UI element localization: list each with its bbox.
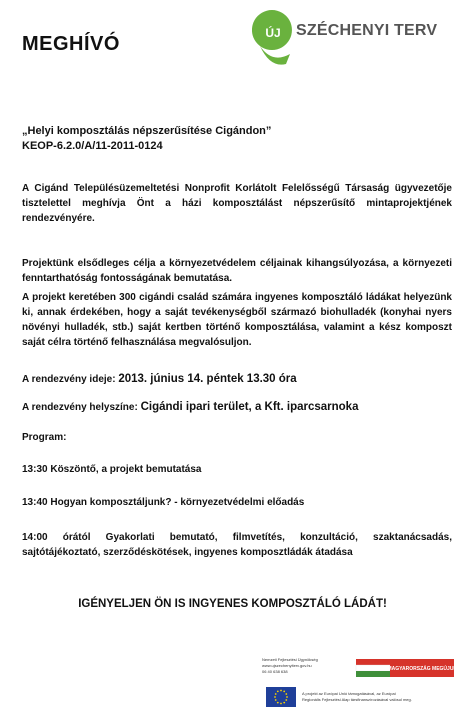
place-label: A rendezvény helyszíne: [22,402,141,413]
program-item: 13:30 Köszöntő, a projekt bemutatása [22,464,202,475]
place-value: Cigándi ipari terület, a Kft. iparcsarnoka [140,401,359,413]
event-title: „Helyi komposztálás népszerűsítése Cigándon” [22,125,272,137]
footer-logos [260,655,456,711]
agency-line: 06 40 638 638 [262,669,288,674]
goal-paragraph: Projektünk elsődleges célja a környezetvédelem céljainak kihangsúlyozása, a környezeti fenntarthatóság fontosságának bemutatása. [22,258,452,284]
program-item: 14:00 órától Gyakorlati bemutató, filmvetítés, konzultáció, szaktanácsadás, sajtótájékoztató, szerződéskötések, ingyenes komposztládák átadása [22,532,452,558]
event-time [22,373,452,385]
intro-paragraph: A Cigánd Településüzemeltetési Nonprofit Korlátolt Felelősségű Társaság ügyvezetője tisztelettel meghívja Önt a házi komposztálást népszerűsítő mintaprojektjének rendezvényére. [22,183,452,224]
program-item: 13:40 Hogyan komposztáljunk? - környezetvédelmi előadás [22,497,305,508]
eu-line: A projekt az Európai Unió támogatásával, az Európai [302,691,396,696]
time-value: 2013. június 14. péntek 13.30 óra [118,373,297,385]
project-paragraph: A projekt keretében 300 cigándi család számára ingyenes komposztáló ládákat helyezünk ki, annak érdekében, hogy a saját tevékenységből származó biohulladék (konyhai nyers növényi hulladék, stb.) saját kertben történő komposztálása, valamint a kész komposzt saját célra történő felhasználása megvalósuljon. [22,292,452,348]
event-code: KEOP-6.2.0/A/11-2011-0124 [22,140,163,152]
agency-line: Nemzeti Fejlesztési Ügynökség [262,657,318,662]
call-to-action: IGÉNYELJEN ÖN IS INGYENES KOMPOSZTÁLÓ LÁDÁT! [78,598,387,610]
logo-badge: ÚJ [265,26,281,40]
agency-line: www.ujszechenyiterv.gov.hu [262,663,312,668]
event-place [22,401,452,413]
eu-flag-icon [266,687,296,707]
event-heading [22,124,271,154]
program-label: Program: [22,432,67,443]
time-label: A rendezvény ideje: [22,374,119,385]
logo-text: SZÉCHENYI TERV [296,22,438,39]
page-title: MEGHÍVÓ [22,33,120,55]
flag-label: MAGYARORSZÁG MEGÚJUL [387,666,456,672]
hungary-flag-badge [356,659,456,677]
eu-line: Regionális Fejlesztési Alap társfinanszírozásával valósul meg. [302,697,412,702]
